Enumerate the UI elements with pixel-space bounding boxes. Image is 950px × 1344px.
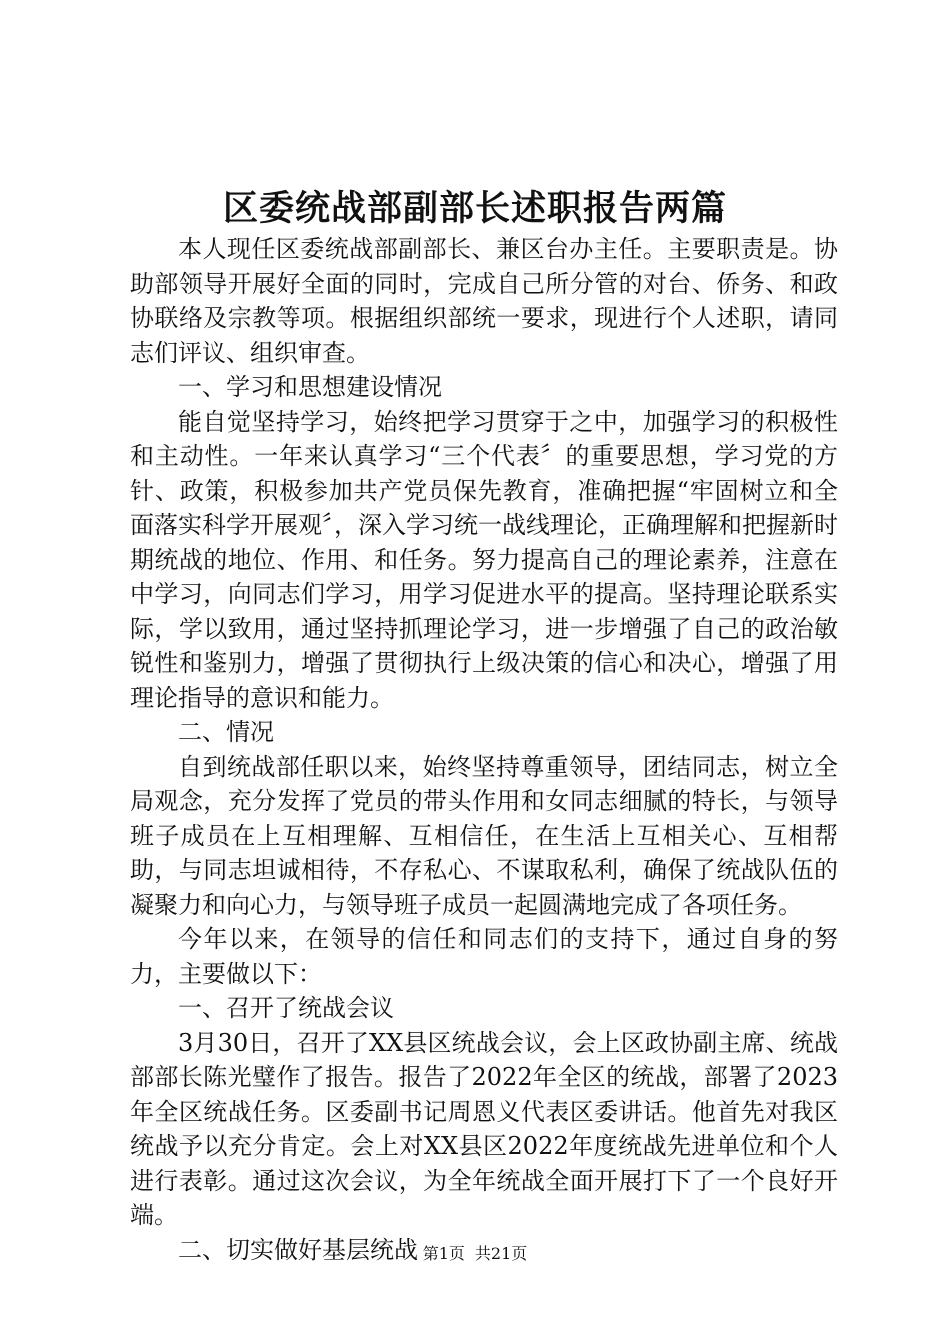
page-total: 共21页: [474, 1244, 528, 1263]
heading-situation: 二、情况: [178, 718, 274, 746]
paragraph-meeting: 3月30日，召开了XX县区统战会议，会上区政协副主席、统战部部长陈光璧作了报告。报告了2022年全区的统战，部署了2023年全区统战任务。区委副书记周恩义代表区委讲话。他首先对我区统战予以充分肯定。会上对XX县区2022年度统战先进单位和个人进行表彰。通过这次会议，为全年统战全面开展打下了一个良好开端。: [130, 1028, 838, 1229]
paragraph-intro: 本人现任区委统战部副部长、兼区台办主任。主要职责是。协助部领导开展好全面的同时，完成自己所分管的对台、侨务、和政协联络及宗教等项。根据组织部统一要求，现进行个人述职，请同志们评议、组织审查。: [130, 235, 838, 367]
page-number: 第1页: [422, 1244, 465, 1263]
heading-meeting: 一、召开了统战会议: [178, 994, 394, 1022]
paragraph-study: 能自觉坚持学习，始终把学习贯穿于之中，加强学习的积极性和主动性。一年来认真学习“三个代表〞的重要思想，学习党的方针、政策，积极参加共产党员保先教育，准确把握“牢固树立和全面落实科学开展观〞，深入学习统一战线理论，正确理解和把握新时期统战的地位、作用、和任务。努力提高自己的理论素养，注意在中学习，向同志们学习，用学习促进水平的提高。坚持理论联系实际，学以致用，通过坚持抓理论学习，进一步增强了自己的政治敏锐性和鉴别力，增强了贯彻执行上级决策的信心和决心，增强了用理论指导的意识和能力。: [130, 407, 838, 712]
document-title: 区委统战部副部长述职报告两篇: [222, 189, 727, 229]
heading-study: 一、学习和思想建设情况: [178, 373, 442, 401]
paragraph-this-year: 今年以来，在领导的信任和同志们的支持下，通过自身的努力，主要做以下：: [130, 925, 838, 988]
paragraph-situation: 自到统战部任职以来，始终坚持尊重领导，团结同志，树立全局观念，充分发挥了党员的带头作用和女同志细腻的特长，与领导班子成员在上互相理解、互相信任，在生活上互相关心、互相帮助，与同志坦诚相待，不存私心、不谋取私利，确保了统战队伍的凝聚力和向心力，与领导班子成员一起圆满地完成了各项任务。: [130, 752, 838, 919]
page-footer: [0, 1242, 950, 1266]
heading-grassroots: 二、切实做好基层统战: [178, 1235, 418, 1264]
document-body: [130, 232, 838, 1267]
